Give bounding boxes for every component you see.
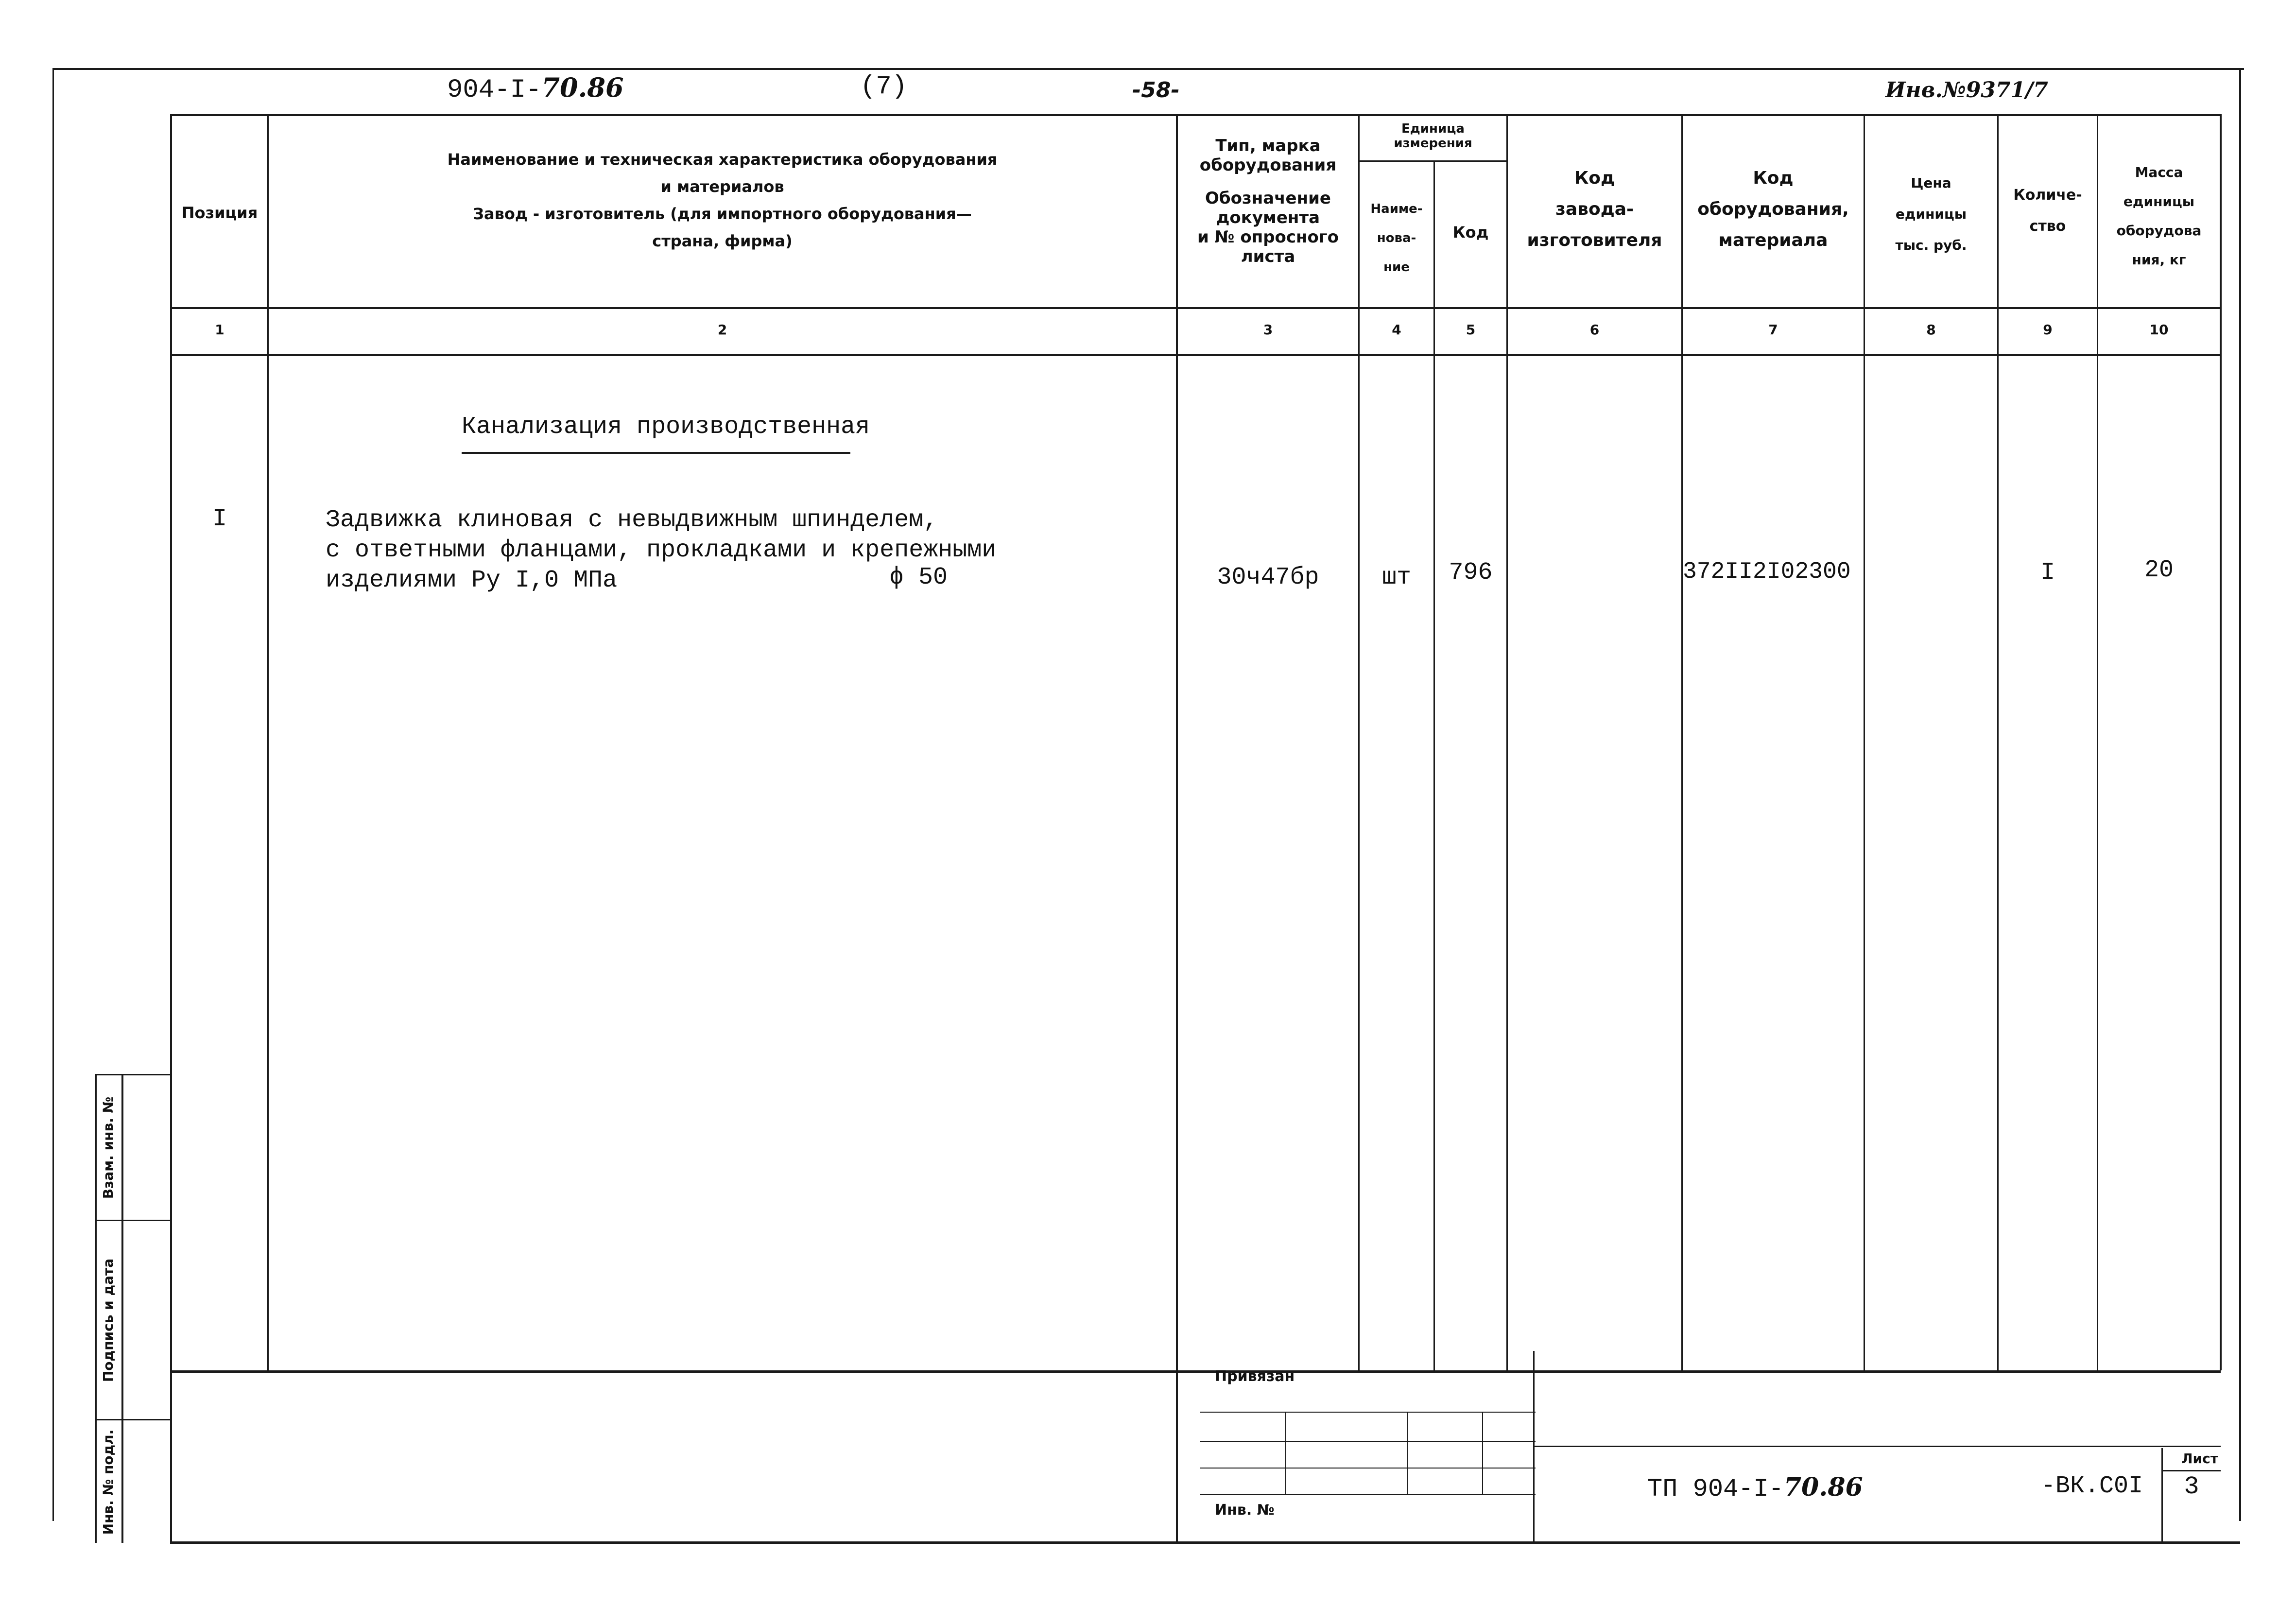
row-position: I [212,505,227,533]
col-divider-4 [1433,160,1435,1370]
col-divider-1 [267,114,269,1370]
header-unit-code: Код [1452,223,1489,242]
header-mass-line2: единицы [2123,193,2195,209]
inv-no-label: Инв. № [1215,1502,1275,1519]
col-number-2: 2 [717,322,727,338]
header-manufacturer-code-line1: Код [1574,168,1615,188]
header-quantity-line1: Количе- [2013,187,2082,204]
sheet-box-divider [2161,1470,2221,1471]
row-material-code: 372II2I02300 [1683,559,1851,585]
section-title-underline [462,452,850,454]
row-name-line2: с ответными фланцами, прокладками и крепежными [326,536,997,564]
header-type-line3: Обозначение [1205,189,1331,208]
attached-row-line-2 [1200,1441,1536,1442]
side-stamp-original-inv: Инв. № подл. [100,1429,116,1535]
attached-col-line-1 [1285,1412,1286,1494]
header-type [1178,136,1358,266]
sheet-number: 3 [2184,1472,2199,1501]
title-doc-prefix: ТП 904-I- [1647,1475,1784,1503]
header-manufacturer-code-line2: завода- [1555,199,1634,219]
col-number-7: 7 [1768,322,1778,338]
side-stamp-divider-2 [95,1419,170,1420]
sheet-label: Лист [2181,1451,2218,1467]
col-number-5: 5 [1466,322,1476,338]
col-divider-3 [1358,114,1360,1370]
title-doc-suffix: 70.86 [1783,1472,1863,1502]
inventory-number: Инв.№9371/7 [1885,78,2048,103]
page-number: -58- [1132,78,1180,103]
header-mass-line3: оборудова [2116,223,2202,239]
col-number-10: 10 [2149,322,2169,338]
attached-label: Привязан [1215,1368,1295,1385]
sheet-box-left-line [2161,1448,2163,1543]
doc-number-suffix: 70.86 [541,72,624,103]
col-number-4: 4 [1392,322,1401,338]
row-unit-code: 796 [1449,559,1493,587]
col-number-8: 8 [1926,322,1936,338]
attached-row-line-4 [1200,1494,1536,1495]
frame-left-line [52,68,54,1521]
row-mass: 20 [2144,556,2174,584]
col-number-6: 6 [1589,322,1600,338]
header-position: Позиция [181,204,258,222]
table-top-line [170,114,2221,116]
row-name-line3: изделиями Ру I,0 МПа [326,567,618,594]
sheet-order: (7) [860,72,908,102]
side-stamp-right-line [121,1074,123,1543]
side-stamp-left-line [95,1074,97,1543]
header-unit-group-line1: Единица [1401,121,1465,136]
header-unit-group [1360,121,1506,151]
header-type-line1: Тип, марка [1215,136,1321,156]
header-name-line2: и материалов [660,177,784,196]
side-stamp-replaced-inv: Взам. инв. № [100,1096,116,1199]
header-mass-line4: ния, кг [2132,252,2186,268]
header-mass [2098,158,2220,275]
header-type-line2: оборудования [1199,156,1337,175]
header-price [1865,168,1997,261]
header-material-code-line1: Код [1753,168,1794,188]
header-mass-line1: Масса [2135,164,2183,180]
attached-col-line-3 [1482,1412,1483,1494]
header-quantity [1999,180,2097,242]
doc-number-prefix: 904-I- [447,75,542,105]
col-number-3: 3 [1263,322,1273,338]
col-divider-9 [2097,114,2098,1370]
attached-row-line-3 [1200,1468,1536,1469]
numbers-bottom-line [170,354,2221,356]
col-number-1: 1 [215,322,224,338]
header-unit-name-line3: ние [1383,260,1410,275]
header-type-line6: листа [1241,247,1295,266]
header-manufacturer-code [1508,163,1681,256]
sheet-bottom-line [170,1541,2240,1544]
header-bottom-line [170,307,2221,309]
header-type-line4: документа [1216,208,1320,227]
header-name-line1: Наименование и техническая характеристика оборудования [447,150,998,169]
col-divider-5 [1506,114,1508,1370]
table-bottom-line [170,1370,2221,1373]
header-name [269,146,1176,255]
attached-col-line-2 [1407,1412,1408,1494]
row-unit-name: шт [1381,564,1411,591]
frame-top-line [52,68,2244,70]
title-block-mid-line [1533,1446,2221,1447]
row-quantity: I [2040,559,2055,587]
row-name-line1: Задвижка клиновая с невыдвижным шпинделем, [326,506,938,534]
doc-number [447,72,624,105]
col-divider-6 [1681,114,1683,1370]
header-name-line4: страна, фирма) [652,232,793,250]
header-price-line3: тыс. руб. [1895,237,1967,253]
header-unit-name [1360,194,1433,282]
side-stamp-signature-date: Подпись и дата [100,1258,116,1382]
header-manufacturer-code-line3: изготовителя [1527,230,1662,250]
col-divider-8 [1997,114,1999,1370]
header-price-line1: Цена [1911,175,1951,191]
title-doc-number [1647,1472,1863,1503]
table-right-line [2220,114,2222,1370]
section-title: Канализация производственная [462,413,870,441]
header-quantity-line2: ство [2029,218,2066,235]
header-unit-name-line1: Наиме- [1370,202,1423,216]
unit-group-line [1358,160,1506,162]
header-price-line2: единицы [1895,206,1967,222]
header-unit-group-line2: измерения [1394,136,1472,151]
row-type: 30ч47бр [1217,564,1319,591]
header-name-line3: Завод - изготовитель (для импортного оборудования— [473,205,972,223]
header-type-line5: и № опросного [1197,227,1339,247]
header-material-code-line3: материала [1718,230,1828,250]
row-diameter: ϕ 50 [889,564,948,591]
title-doc-code: -ВК.С0I [2041,1472,2143,1500]
header-unit-name-line2: нова- [1377,231,1416,245]
attached-row-line-1 [1200,1412,1536,1413]
frame-right-line [2239,68,2241,1521]
header-material-code-line2: оборудования, [1697,199,1849,219]
header-material-code [1683,163,1864,256]
col-divider-7 [1864,114,1865,1370]
col-number-9: 9 [2043,322,2053,338]
